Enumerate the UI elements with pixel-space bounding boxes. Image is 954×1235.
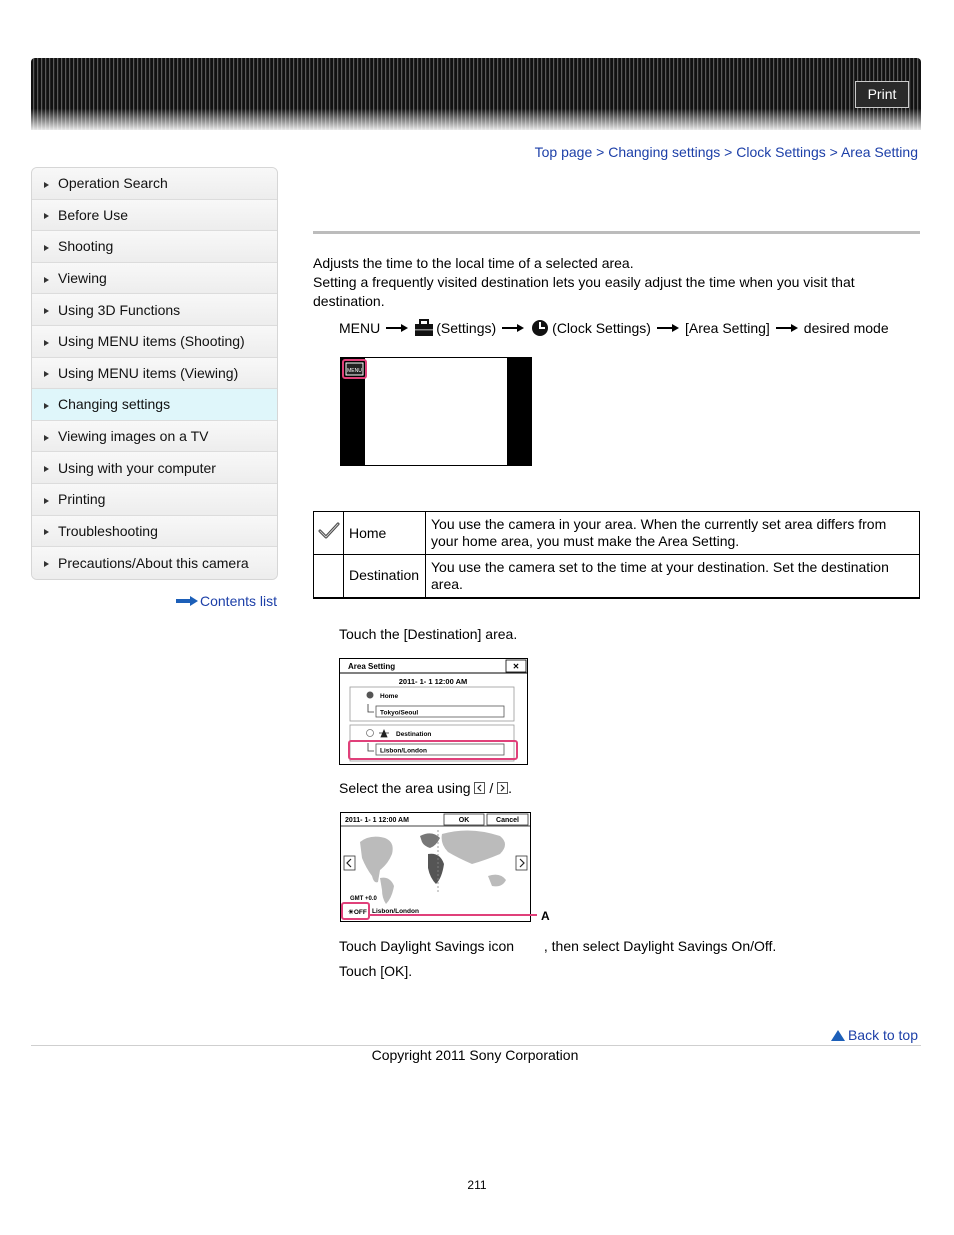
sidebar-item-printing[interactable] (32, 484, 277, 516)
triangle-right-icon (44, 371, 49, 377)
triangle-right-icon (44, 213, 49, 219)
triangle-right-icon (44, 277, 49, 283)
sidebar-item-before-use[interactable] (32, 200, 277, 232)
step-2-text: Select the area using (339, 780, 471, 796)
menu-button-label: MENU (347, 368, 362, 374)
step-3-text: Touch Daylight Savings icon (339, 938, 515, 954)
sidebar-item-computer[interactable] (32, 452, 277, 484)
sidebar-item-label: Shooting (58, 238, 114, 255)
menu-path-mode: desired mode (803, 320, 889, 336)
triangle-right-icon (44, 403, 49, 409)
callout-label: A (541, 909, 550, 923)
triangle-right-icon (44, 561, 49, 567)
camera-screen-menu (340, 357, 532, 466)
clock-icon (530, 319, 550, 337)
step-1: Touch the [Destination] area. (339, 626, 518, 642)
intro-line-2: Setting a frequently visited destination lets you easily adjust the time when you visit that destination. (313, 274, 855, 309)
sidebar-item-label: Using 3D Functions (58, 301, 181, 318)
sidebar-item-changing-settings[interactable] (32, 389, 277, 421)
sidebar-item-3d-functions[interactable] (32, 294, 277, 326)
triangle-right-icon (44, 245, 49, 251)
breadcrumb-separator: > (829, 144, 838, 160)
checkmark-icon (318, 522, 340, 540)
triangle-right-icon (44, 498, 49, 504)
sidebar-nav (31, 167, 278, 580)
step-3-text-after: , then select Daylight Savings On/Off. (543, 938, 777, 954)
step-2-separator: / (489, 780, 494, 796)
chevron-right-icon (497, 782, 508, 794)
map-datetime: 2011- 1- 1 12:00 AM (345, 817, 409, 824)
back-to-top-link[interactable] (831, 1027, 918, 1043)
chevron-left-icon (474, 782, 485, 794)
step-2 (339, 780, 512, 796)
sidebar-item-label: Viewing images on a TV (58, 428, 209, 445)
sidebar-item-viewing-on-tv[interactable] (32, 421, 277, 453)
sidebar-item-label: Operation Search (58, 175, 168, 192)
sidebar-item-operation-search[interactable] (32, 168, 277, 200)
table-cell-check (314, 512, 344, 555)
triangle-right-icon (44, 435, 49, 441)
arrow-right-icon (657, 324, 679, 332)
breadcrumb-changing-settings[interactable]: Changing settings (608, 144, 721, 160)
print-button[interactable]: Print (855, 81, 909, 108)
copyright: Copyright 2011 Sony Corporation (371, 1047, 579, 1063)
map-gmt-offset: GMT +0.0 (350, 896, 377, 902)
breadcrumb-top-page[interactable]: Top page (534, 144, 593, 160)
daylight-savings-icon: ☀OFF (348, 909, 367, 916)
step-4: Touch [OK]. (339, 963, 413, 979)
destination-city: Lisbon/London (380, 747, 427, 755)
area-setting-graphic (340, 659, 527, 764)
breadcrumb-area-setting[interactable]: Area Setting (840, 144, 918, 160)
sidebar-item-label: Precautions/About this camera (58, 554, 249, 571)
table-cell-name: Home (344, 512, 426, 555)
step-3 (339, 938, 776, 954)
home-label: Home (380, 693, 399, 700)
world-map-graphic (340, 812, 554, 924)
triangle-right-icon (44, 466, 49, 472)
sidebar-item-label: Changing settings (58, 396, 171, 413)
table-row (314, 512, 920, 555)
sidebar-item-label: Before Use (58, 206, 129, 223)
arrow-right-icon (386, 324, 408, 332)
breadcrumb-separator: > (724, 144, 733, 160)
table-cell-description: You use the camera in your area. When the currently set area differs from your home area, you must make the Area Setting. (426, 512, 920, 555)
table-cell-check (314, 555, 344, 598)
table-cell-description: You use the camera set to the time at your destination. Set the destination area. (426, 555, 920, 598)
triangle-right-icon (44, 182, 49, 188)
triangle-up-icon (831, 1030, 845, 1041)
table-row (314, 555, 920, 598)
arrow-right-icon (176, 596, 198, 606)
sidebar-item-label: Troubleshooting (58, 522, 158, 539)
breadcrumb-clock-settings[interactable]: Clock Settings (736, 144, 826, 160)
back-to-top-label: Back to top (847, 1027, 918, 1043)
menu-path-area: [Area Setting] (684, 320, 770, 336)
sidebar-item-precautions[interactable] (32, 547, 277, 579)
page-number: 211 (467, 1178, 487, 1192)
world-map-screen (340, 812, 554, 924)
breadcrumb (400, 144, 918, 160)
home-city: Tokyo/Seoul (380, 709, 419, 717)
arrow-right-icon (502, 324, 524, 332)
footer-divider (31, 1045, 921, 1046)
toolbox-icon (414, 319, 434, 337)
triangle-right-icon (44, 340, 49, 346)
sidebar-item-menu-shooting[interactable] (32, 326, 277, 358)
area-setting-title: Area Setting (348, 662, 396, 671)
destination-label: Destination (396, 731, 432, 738)
sidebar-item-viewing[interactable] (32, 263, 277, 295)
sidebar-item-troubleshooting[interactable] (32, 516, 277, 548)
breadcrumb-separator: > (596, 144, 605, 160)
sidebar-item-menu-viewing[interactable] (32, 358, 277, 390)
camera-screen-graphic (341, 358, 531, 465)
close-icon: ✕ (512, 662, 520, 671)
area-setting-screen (339, 658, 528, 765)
header-banner (31, 58, 921, 130)
menu-path (339, 319, 889, 337)
map-city: Lisbon/London (372, 908, 419, 915)
sidebar-item-label: Using MENU items (Viewing) (58, 364, 239, 381)
area-setting-datetime: 2011- 1- 1 12:00 AM (398, 677, 468, 686)
contents-list-link[interactable] (176, 593, 277, 609)
title-divider (313, 231, 920, 234)
sidebar-item-shooting[interactable] (32, 231, 277, 263)
sidebar-item-label: Using with your computer (58, 459, 216, 476)
sidebar-item-label: Printing (58, 491, 106, 508)
mode-table (313, 511, 920, 599)
map-cancel-button: Cancel (496, 817, 519, 824)
menu-path-settings: (Settings) (436, 320, 497, 336)
sidebar-item-label: Using MENU items (Shooting) (58, 333, 245, 350)
sidebar-item-label: Viewing (58, 270, 107, 287)
menu-path-clock: (Clock Settings) (552, 320, 651, 336)
contents-list-label: Contents list (200, 593, 278, 609)
triangle-right-icon (44, 308, 49, 314)
step-2-period: . (508, 780, 512, 796)
menu-path-menu: MENU (339, 320, 381, 336)
intro-line-1: Adjusts the time to the local time of a selected area. (313, 255, 634, 271)
map-ok-button: OK (458, 817, 470, 824)
table-cell-name: Destination (344, 555, 426, 598)
arrow-right-icon (776, 324, 798, 332)
triangle-right-icon (44, 529, 49, 535)
